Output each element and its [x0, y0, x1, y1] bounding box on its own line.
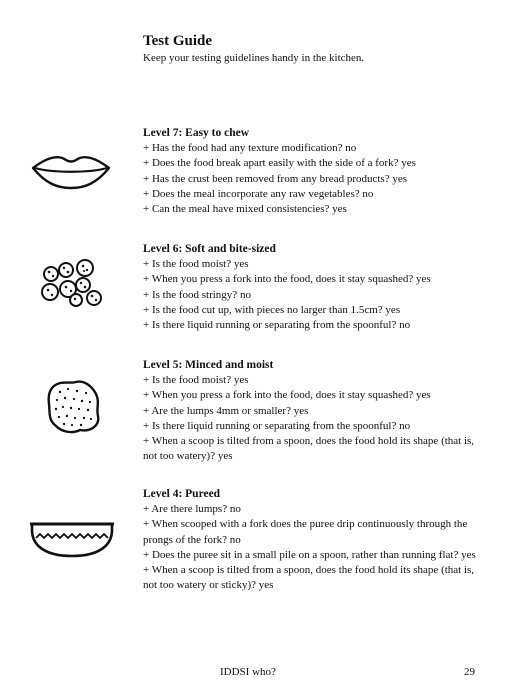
checklist-item: + Is there liquid running or separating from the spoonful? no [143, 419, 411, 432]
level-5-section [143, 358, 488, 464]
checklist-item: + Has the food had any texture modification? no [143, 142, 357, 155]
checklist-item: + Are the lumps 4mm or smaller? yes [143, 404, 309, 417]
level-5-heading: Level 5: Minced and moist [143, 359, 274, 371]
level-7-heading: Level 7: Easy to chew [143, 127, 250, 139]
checklist-item: + Are there lumps? no [143, 503, 241, 516]
checklist-item: + Does the food break apart easily with the side of a fork? yes [143, 157, 416, 170]
checklist-item: + When a scoop is tilted from a spoon, does the food hold its shape (that is, not too watery)? yes [143, 435, 475, 463]
bite-sized-pieces-icon [40, 258, 106, 308]
level-7-section [143, 126, 488, 217]
checklist-item: + Has the crust been removed from any bread products? yes [143, 172, 407, 185]
checklist-item: + Is the food stringy? no [143, 288, 251, 301]
checklist-item: + Is the food moist? yes [143, 374, 249, 387]
page-title: Test Guide [143, 33, 213, 49]
level-5-checklist [143, 373, 488, 464]
puree-bowl-icon [28, 518, 116, 562]
checklist-item: + Is there liquid running or separating from the spoonful? no [143, 319, 411, 332]
minced-scoop-icon [44, 378, 102, 436]
checklist-item: + Is the food cut up, with pieces no larger than 1.5cm? yes [143, 303, 401, 316]
page-subtitle: Keep your testing guidelines handy in the kitchen. [143, 52, 365, 64]
level-4-heading: Level 4: Pureed [143, 488, 221, 500]
checklist-item: + When you press a fork into the food, does it stay squashed? yes [143, 389, 431, 402]
page-number: 29 [464, 666, 475, 678]
level-6-section [143, 242, 488, 333]
footer-title: IDDSI who? [220, 666, 276, 678]
checklist-item: + Can the meal have mixed consistencies? yes [143, 203, 347, 216]
checklist-item: + Does the puree sit in a small pile on a spoon, rather than running flat? yes [143, 548, 476, 561]
checklist-item: + Is the food moist? yes [143, 258, 249, 271]
level-4-checklist [143, 502, 488, 593]
level-7-checklist [143, 141, 488, 217]
level-6-heading: Level 6: Soft and bite-sized [143, 243, 276, 255]
checklist-item: + Does the meal incorporate any raw vegetables? no [143, 187, 374, 200]
level-6-checklist [143, 257, 488, 333]
lips-icon [30, 150, 112, 190]
level-4-section [143, 487, 488, 593]
checklist-item: + When you press a fork into the food, does it stay squashed? yes [143, 273, 431, 286]
checklist-item: + When scooped with a fork does the puree drip continuously through the prongs of the fork? no [143, 518, 468, 546]
checklist-item: + When a scoop is tilted from a spoon, does the food hold its shape (that is, not too watery or sticky)? yes [143, 564, 475, 592]
